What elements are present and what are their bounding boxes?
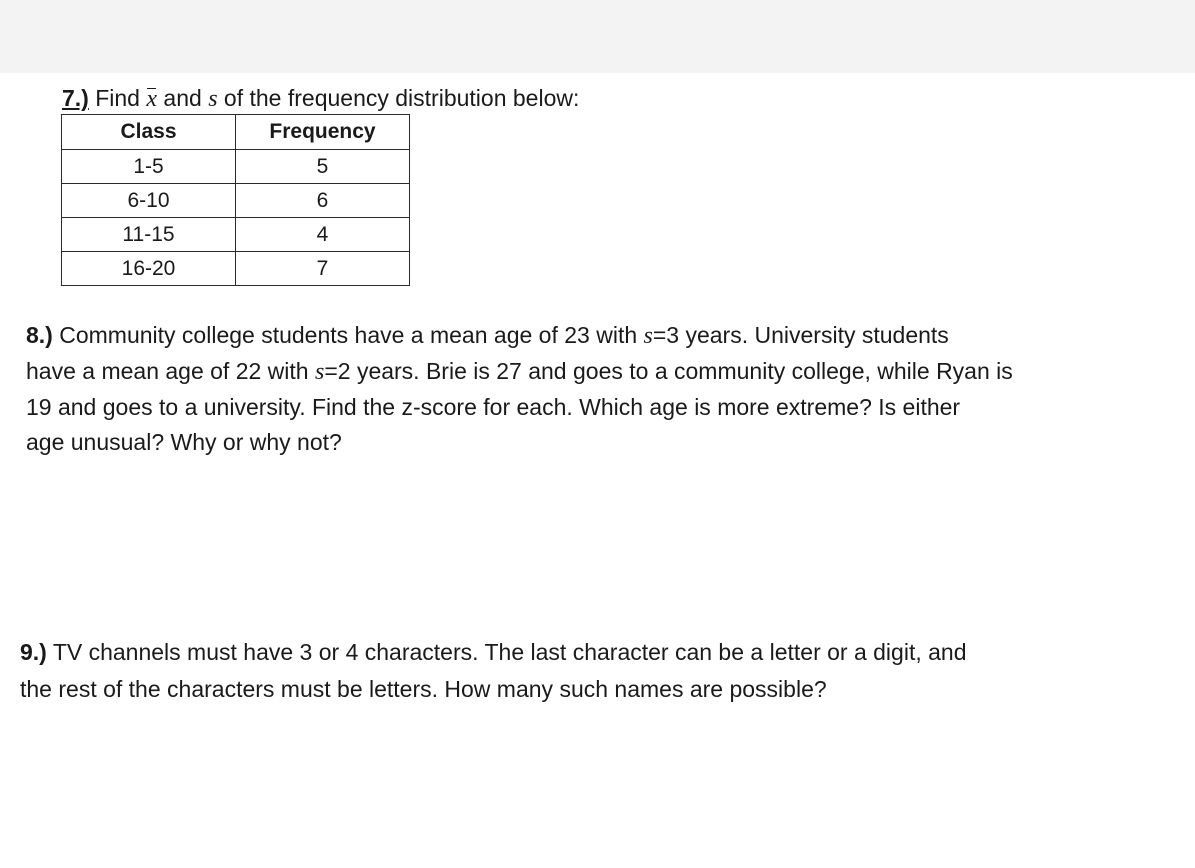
table-row (62, 184, 410, 218)
table-row (62, 150, 410, 184)
class-cell: 6-10 (62, 184, 236, 218)
q9-line-2: the rest of the characters must be letters. How many such names are possible? (20, 676, 827, 702)
table-row (62, 218, 410, 252)
question-8-prompt (26, 318, 1176, 460)
header-frequency: Frequency (236, 115, 410, 150)
question-9-number: 9.) (20, 639, 47, 665)
top-toolbar-area (0, 0, 1195, 73)
question-7-number: 7.) (62, 85, 89, 111)
class-cell: 1-5 (62, 150, 236, 184)
q8-line1-text-b: =3 years. University students (652, 322, 949, 348)
q8-line-1 (26, 318, 1176, 354)
frequency-table (61, 114, 410, 286)
q8-line2-text-b: =2 years. Brie is 27 and goes to a community college, while Ryan is (324, 358, 1013, 384)
frequency-cell: 5 (236, 150, 410, 184)
q8-line-3: 19 and goes to a university. Find the z-score for each. Which age is more extreme? Is either (26, 394, 961, 420)
q8-line2-text-a: have a mean age of 22 with (26, 358, 315, 384)
q8-line1-text-a: Community college students have a mean age of 23 with (52, 322, 644, 348)
class-cell: 16-20 (62, 252, 236, 286)
s-symbol: s (643, 323, 653, 349)
frequency-cell: 7 (236, 252, 410, 286)
question-9-prompt (20, 634, 1180, 708)
s-symbol: s (314, 359, 325, 385)
header-class: Class (62, 115, 236, 150)
x-bar-symbol: x (146, 86, 158, 112)
question-8-number: 8.) (26, 322, 53, 348)
q8-line-4: age unusual? Why or why not? (26, 429, 342, 455)
q7-text-and: and (157, 85, 209, 111)
class-cell: 11-15 (62, 218, 236, 252)
frequency-cell: 4 (236, 218, 410, 252)
q8-line-2 (26, 354, 1176, 390)
q7-text-rest: of the frequency distribution below: (217, 85, 580, 111)
q9-line-1 (20, 634, 1180, 671)
q7-text-find: Find (95, 85, 147, 111)
table-header-row (62, 115, 410, 150)
frequency-cell: 6 (236, 184, 410, 218)
question-7-prompt (62, 84, 579, 113)
s-symbol: s (208, 86, 218, 112)
table-row (62, 252, 410, 286)
q9-line1-text: TV channels must have 3 or 4 characters. The last character can be a letter or a digit, and (46, 639, 967, 665)
